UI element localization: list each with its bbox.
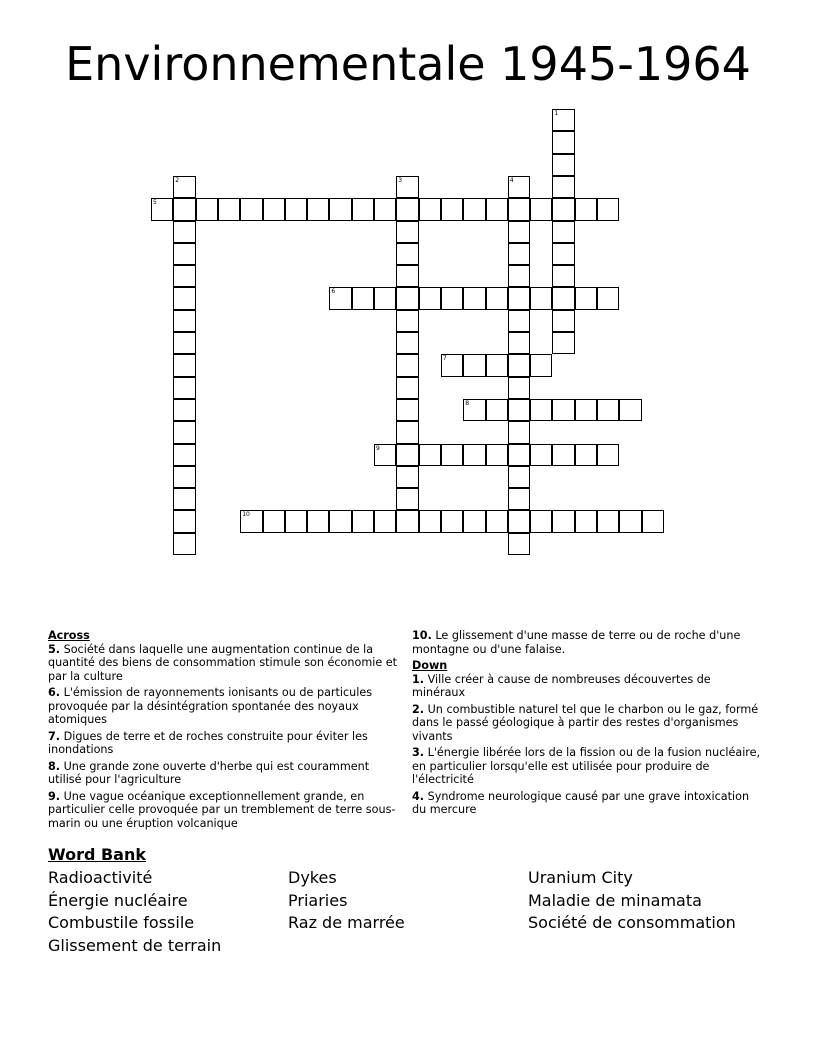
- crossword-cell[interactable]: [173, 310, 195, 332]
- clue-number: 3.: [412, 746, 425, 759]
- crossword-cell[interactable]: [552, 154, 574, 176]
- crossword-cell[interactable]: [263, 510, 285, 532]
- crossword-cell[interactable]: [575, 399, 597, 421]
- crossword-cell[interactable]: [441, 444, 463, 466]
- clue-number-label: 6: [331, 288, 336, 296]
- crossword-cell[interactable]: [419, 198, 441, 220]
- crossword-cell[interactable]: [508, 354, 530, 376]
- crossword-cell[interactable]: [173, 265, 195, 287]
- crossword-cell[interactable]: [396, 377, 418, 399]
- crossword-cell[interactable]: [173, 198, 195, 220]
- clue-number-label: 7: [442, 355, 447, 363]
- crossword-cell[interactable]: [552, 510, 574, 532]
- crossword-cell[interactable]: [597, 444, 619, 466]
- crossword-cell[interactable]: [419, 510, 441, 532]
- crossword-cell[interactable]: [508, 287, 530, 309]
- crossword-cell[interactable]: [552, 399, 574, 421]
- crossword-cell[interactable]: [597, 198, 619, 220]
- clue-number-label: 9: [376, 444, 380, 452]
- word-bank-word: Raz de marrée: [288, 913, 405, 933]
- crossword-cell[interactable]: [396, 221, 418, 243]
- across-clue-8: [48, 760, 398, 787]
- crossword-cell[interactable]: [173, 488, 195, 510]
- crossword-cell[interactable]: [173, 421, 195, 443]
- crossword-cell[interactable]: [352, 287, 374, 309]
- across-heading: Across: [48, 629, 90, 642]
- down-clue-4: [412, 790, 762, 817]
- crossword-cell[interactable]: [396, 198, 418, 220]
- crossword-cell[interactable]: [173, 287, 195, 309]
- clue-number-label: 4: [509, 176, 514, 184]
- crossword-cell[interactable]: [508, 421, 530, 443]
- clue-number-label: 3: [398, 176, 403, 184]
- crossword-cell[interactable]: [619, 399, 641, 421]
- across-clue-7: [48, 730, 398, 757]
- clue-text: L'énergie libérée lors de la fission ou de la fusion nucléaire, en particulier lorsqu'elle est utilisée pour produire de l'électricité: [412, 746, 761, 786]
- clue-number: 9.: [48, 789, 61, 803]
- crossword-cell[interactable]: [552, 176, 574, 198]
- crossword-cell[interactable]: [508, 198, 530, 220]
- crossword-cell[interactable]: [396, 287, 418, 309]
- crossword-cell[interactable]: [508, 221, 530, 243]
- crossword-cell[interactable]: [173, 466, 195, 488]
- crossword-cell[interactable]: [508, 533, 530, 555]
- clue-number: 8.: [48, 759, 61, 773]
- clues-column-left: [48, 629, 398, 833]
- crossword-cell[interactable]: [552, 131, 574, 153]
- crossword-cell[interactable]: [530, 399, 552, 421]
- clue-number-label: 10: [242, 511, 250, 519]
- across-clue-9: [48, 790, 398, 831]
- crossword-cell[interactable]: [396, 176, 418, 198]
- crossword-cell[interactable]: [307, 510, 329, 532]
- crossword-cell[interactable]: [173, 444, 195, 466]
- crossword-cell[interactable]: [486, 510, 508, 532]
- crossword-cell[interactable]: [552, 310, 574, 332]
- crossword-cell[interactable]: [508, 332, 530, 354]
- clue-text: Le glissement d'une masse de terre ou de roche d'une montagne ou d'une falaise.: [412, 629, 741, 656]
- crossword-cell[interactable]: [441, 198, 463, 220]
- clue-number: 4.: [412, 789, 425, 803]
- crossword-cell[interactable]: [307, 198, 329, 220]
- crossword-cell[interactable]: [575, 198, 597, 220]
- crossword-cell[interactable]: [374, 444, 396, 466]
- crossword-cell[interactable]: [508, 399, 530, 421]
- crossword-cell[interactable]: [530, 287, 552, 309]
- clue-number-label: 2: [175, 176, 180, 184]
- word-bank-column: [48, 867, 221, 957]
- word-bank-word: Radioactivité: [48, 868, 153, 887]
- crossword-cell[interactable]: [173, 176, 195, 198]
- crossword-cell[interactable]: [530, 354, 552, 376]
- crossword-cell[interactable]: [508, 310, 530, 332]
- crossword-cell[interactable]: [419, 444, 441, 466]
- crossword-cell[interactable]: [173, 377, 195, 399]
- clue-text: Une grande zone ouverte d'herbe qui est couramment utilisé pour l'agriculture: [48, 759, 370, 786]
- word-bank-column: [288, 867, 405, 935]
- crossword-cell[interactable]: [486, 444, 508, 466]
- clues-column-right: [412, 629, 762, 820]
- crossword-cell[interactable]: [508, 466, 530, 488]
- crossword-cell[interactable]: [486, 287, 508, 309]
- crossword-cell[interactable]: [285, 510, 307, 532]
- crossword-cell[interactable]: [441, 287, 463, 309]
- crossword-cell[interactable]: [396, 399, 418, 421]
- crossword-cell[interactable]: [463, 399, 485, 421]
- crossword-cell[interactable]: [441, 510, 463, 532]
- crossword-cell[interactable]: [597, 510, 619, 532]
- crossword-cell[interactable]: [463, 444, 485, 466]
- crossword-cell[interactable]: [619, 510, 641, 532]
- crossword-cell[interactable]: [396, 265, 418, 287]
- word-bank-column: [528, 867, 736, 935]
- crossword-cell[interactable]: [396, 354, 418, 376]
- crossword-cell[interactable]: [463, 354, 485, 376]
- clue-number-label: 1: [554, 110, 559, 117]
- clue-text: Ville créer à cause de nombreuses découvertes de minéraux: [412, 672, 711, 699]
- across-clue-5: [48, 643, 398, 684]
- word-bank-word: Société de consommation: [528, 913, 736, 933]
- crossword-cell[interactable]: [374, 510, 396, 532]
- crossword-cell[interactable]: [374, 287, 396, 309]
- clue-text: L'émission de rayonnements ionisants ou de particules provoquée par la désintégration spontanée des noyaux atomiques: [48, 686, 373, 726]
- crossword-cell[interactable]: [530, 444, 552, 466]
- crossword-cell[interactable]: [552, 265, 574, 287]
- crossword-cell[interactable]: [419, 287, 441, 309]
- clue-text: Une vague océanique exceptionnellement grande, en particulier celle provoquée par un tremblement de terre sous-marin ou une éruption volcanique: [48, 789, 396, 830]
- crossword-cell[interactable]: [486, 198, 508, 220]
- crossword-cell[interactable]: [263, 198, 285, 220]
- across-clue-10: [412, 629, 762, 656]
- clue-text: Société dans laquelle une augmentation continue de la quantité des biens de consommation stimule son économie et par la culture: [48, 642, 398, 683]
- crossword-cell[interactable]: [508, 488, 530, 510]
- crossword-cell[interactable]: [240, 198, 262, 220]
- crossword-cell[interactable]: [463, 510, 485, 532]
- crossword-cell[interactable]: [396, 510, 418, 532]
- crossword-cell[interactable]: [508, 444, 530, 466]
- crossword-cell[interactable]: [575, 287, 597, 309]
- crossword-cell[interactable]: [396, 332, 418, 354]
- clue-number: 5.: [48, 642, 61, 656]
- crossword-cell[interactable]: [552, 332, 574, 354]
- page-title: Environnementale 1945-1964: [65, 37, 751, 91]
- word-bank-word: Priaries: [288, 890, 348, 910]
- crossword-cell[interactable]: [552, 444, 574, 466]
- crossword-cell[interactable]: [329, 198, 351, 220]
- crossword-cell[interactable]: [374, 198, 396, 220]
- crossword-cell[interactable]: [597, 287, 619, 309]
- crossword-cell[interactable]: [597, 399, 619, 421]
- word-bank-word: Glissement de terrain: [48, 935, 222, 955]
- clue-number-label: 8: [465, 399, 470, 407]
- crossword-cell[interactable]: [575, 510, 597, 532]
- crossword-cell[interactable]: [508, 510, 530, 532]
- crossword-cell[interactable]: [575, 444, 597, 466]
- clue-number: 1.: [412, 672, 425, 686]
- crossword-cell[interactable]: [352, 510, 374, 532]
- crossword-cell[interactable]: [329, 510, 351, 532]
- crossword-cell[interactable]: [240, 510, 262, 532]
- clue-text: Digues de terre et de roches construite pour éviter les inondations: [48, 729, 368, 756]
- word-bank-word: Énergie nucléaire: [48, 890, 188, 910]
- crossword-cell[interactable]: [218, 198, 240, 220]
- crossword-cell[interactable]: [173, 399, 195, 421]
- crossword-cell[interactable]: [173, 332, 195, 354]
- crossword-cell[interactable]: [486, 399, 508, 421]
- clue-number: 2.: [412, 702, 425, 716]
- crossword-cell[interactable]: [552, 221, 574, 243]
- crossword-cell[interactable]: [173, 354, 195, 376]
- clue-number: 7.: [48, 729, 61, 743]
- crossword-cell[interactable]: [151, 198, 173, 220]
- down-clue-2: [412, 703, 762, 744]
- down-heading: Down: [412, 659, 448, 672]
- clue-number: 10.: [412, 629, 432, 642]
- crossword-cell[interactable]: [196, 198, 218, 220]
- clue-text: Un combustible naturel tel que le charbon ou le gaz, formé dans le passé géologique à partir des restes d'organismes vivants: [412, 702, 759, 743]
- crossword-cell[interactable]: [508, 265, 530, 287]
- across-clue-6: [48, 686, 398, 727]
- crossword-cell[interactable]: [552, 287, 574, 309]
- crossword-cell[interactable]: [508, 243, 530, 265]
- crossword-cell[interactable]: [396, 444, 418, 466]
- crossword-cell[interactable]: [552, 109, 574, 131]
- crossword-cell[interactable]: [396, 488, 418, 510]
- crossword-cell[interactable]: [352, 198, 374, 220]
- down-clue-3: [412, 746, 762, 787]
- crossword-cell[interactable]: [173, 221, 195, 243]
- word-bank-word: Combustile fossile: [48, 913, 195, 933]
- word-bank-word: Uranium City: [528, 868, 633, 887]
- crossword-cell[interactable]: [396, 310, 418, 332]
- clue-number-label: 5: [153, 199, 157, 207]
- crossword-cell[interactable]: [173, 243, 195, 265]
- clue-number: 6.: [48, 686, 61, 699]
- word-bank-word: Dykes: [288, 868, 337, 887]
- crossword-cell[interactable]: [530, 198, 552, 220]
- crossword-cell[interactable]: [642, 510, 664, 532]
- crossword-cell[interactable]: [441, 354, 463, 376]
- word-bank-title: Word Bank: [48, 845, 147, 864]
- crossword-cell[interactable]: [173, 510, 195, 532]
- crossword-cell[interactable]: [552, 198, 574, 220]
- crossword-cell[interactable]: [396, 243, 418, 265]
- crossword-cell[interactable]: [463, 198, 485, 220]
- crossword-cell[interactable]: [396, 421, 418, 443]
- crossword-cell[interactable]: [396, 466, 418, 488]
- crossword-cell[interactable]: [173, 533, 195, 555]
- clue-text: Syndrome neurologique causé par une grave intoxication du mercure: [412, 789, 750, 816]
- crossword-cell[interactable]: [463, 287, 485, 309]
- crossword-cell[interactable]: [285, 198, 307, 220]
- crossword-cell[interactable]: [530, 510, 552, 532]
- crossword-cell[interactable]: [552, 243, 574, 265]
- crossword-cell[interactable]: [508, 377, 530, 399]
- down-clue-1: [412, 673, 762, 700]
- word-bank-word: Maladie de minamata: [528, 890, 702, 910]
- crossword-cell[interactable]: [508, 176, 530, 198]
- crossword-cell[interactable]: [329, 287, 351, 309]
- crossword-cell[interactable]: [486, 354, 508, 376]
